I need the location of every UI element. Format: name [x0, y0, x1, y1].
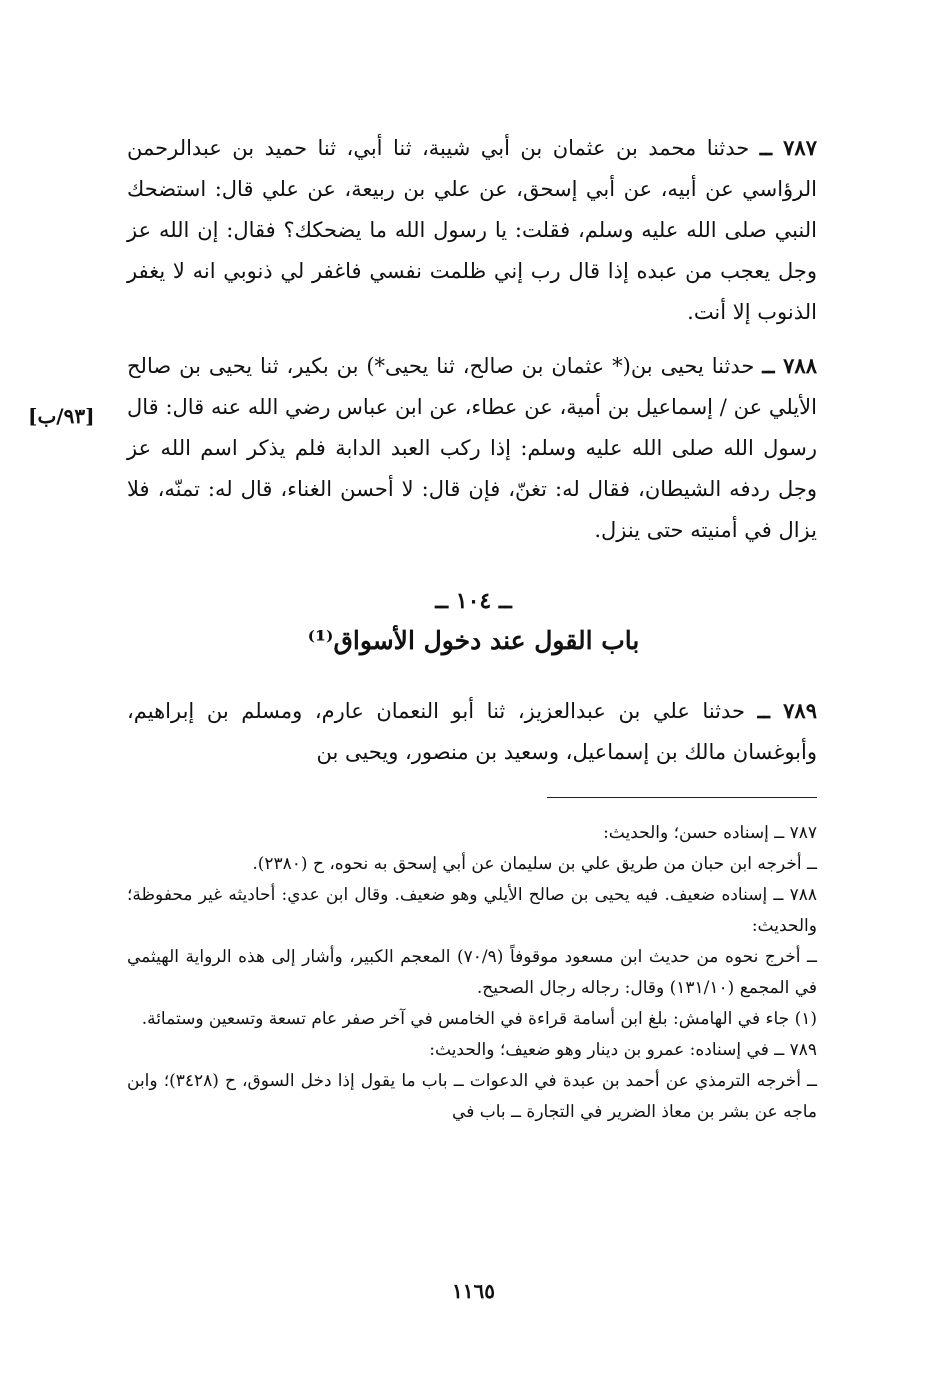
hadith-text: حدثنا علي بن عبدالعزيز، ثنا أبو النعمان عارم، ومسلم بن إبراهيم، وأبوغسان مالك بن إسماعيل، وسعيد بن منصور، ويحيى بن [127, 699, 817, 764]
footnote-788-detail: ــ أخرج نحوه من حديث ابن مسعود موقوفاً (٧٠/٩) المعجم الكبير، وأشار إلى هذه الرواية الهيثمي في المجمع (١٣١/١٠) وقال: رجاله رجال الصحيح. [127, 947, 817, 998]
hadith-788 [127, 345, 817, 551]
main-text [127, 127, 817, 563]
footnotes [127, 818, 817, 1128]
footnote-787-detail: ــ أخرجه ابن حبان من طريق علي بن سليمان عن أبي إسحق به نحوه، ح (٢٣٨٠). [252, 854, 817, 874]
hadith-text: حدثنا محمد بن عثمان بن أبي شيبة، ثنا أبي، ثنا حميد بن عبدالرحمن الرؤاسي عن أبيه، عن أبي إسحق، عن علي بن ربيعة، عن علي قال: استضحك النبي صلى الله عليه وسلم، فقلت: يا رسول الله ما يضحكك؟ فقال: إن الله عز وجل يعجب من عبده إذا قال رب إني ظلمت نفسي فاغفر لي ذنوبي انه لا يغفر الذنوب إلا أنت. [127, 136, 817, 324]
hadith-text: حدثنا يحيى بن(* عثمان بن صالح، ثنا يحيى*) بن بكير، ثنا يحيى بن صالح الأيلي عن / إسماعيل بن أمية، عن عطاء، عن ابن عباس رضي الله عنه قال: قال رسول الله صلى الله عليه وسلم: إذا ركب العبد الدابة فلم يذكر اسم الله عز وجل ردفه الشيطان، فقال له: تغنّ، فإن قال: لا أحسن الغناء، قال له: تمنّه، فلا يزال في أمنيته حتى ينزل. [127, 354, 817, 542]
main-text-continued [127, 690, 817, 785]
hadith-787 [127, 127, 817, 333]
footnote-788-head: ٧٨٨ ــ إسناده ضعيف. فيه يحيى بن صالح الأيلي وهو ضعيف. وقال ابن عدي: أحاديثه غير محفوظة؛ والحديث: [127, 885, 817, 936]
manuscript-folio-note: [٩٣/ب] [28, 404, 95, 428]
footnote-789-head: ٧٨٩ ــ في إسناده: عمرو بن دينار وهو ضعيف؛ والحديث: [429, 1040, 817, 1060]
hadith-number: ٧٨٨ ــ [762, 353, 817, 378]
footnote-separator [547, 797, 817, 798]
footnote-789-detail: ــ أخرجه الترمذي عن أحمد بن عبدة في الدعوات ــ باب ما يقول إذا دخل السوق، ح (٣٤٢٨)؛ وابن ماجه عن بشر بن معاذ الضرير في التجارة ــ باب في [127, 1071, 817, 1122]
page-number: ١١٦٥ [452, 1279, 495, 1303]
hadith-number: ٧٨٧ ــ [759, 135, 817, 160]
section-number: ــ ١٠٤ ــ [435, 588, 512, 614]
hadith-789 [127, 690, 817, 773]
chapter-title: باب القول عند دخول الأسواق⁽¹⁾ [307, 626, 640, 655]
footnote-1: (١) جاء في الهامش: بلغ ابن أسامة قراءة في الخامس في آخر صفر عام تسعة وتسعين وستمائة. [141, 1009, 817, 1029]
footnote-787-head: ٧٨٧ ــ إسناده حسن؛ والحديث: [603, 823, 817, 843]
hadith-number: ٧٨٩ ــ [757, 698, 817, 723]
